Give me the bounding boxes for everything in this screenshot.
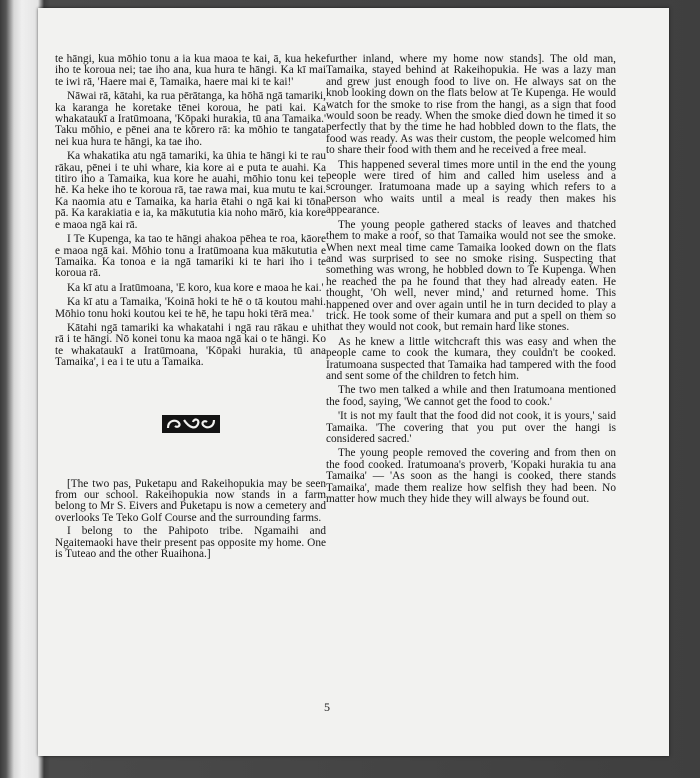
- left-paragraph: Nāwai rā, kātahi, ka rua pērātanga, ka hōhā ngā tamariki, ka karanga he koretake tēnei koroua, he pati kai. Ka whakataukī a Iratūmoana, 'Kōpaki hurakia, tū ana Tamaika.' Taku mōhio, e pēnei ana te kōrero rā: ka mōhio te tangata nei kua hura te hāngi, ka tae iho.: [55, 90, 326, 148]
- left-paragraph: Kātahi ngā tamariki ka whakatahi i ngā rau rākau e uhi rā i te hāngi. Nō konei tonu ka maoa ngā kai o te hāngi. Ko te whakataukī a Iratūmoana, 'Kōpaki hurakia, tū ana Tamaika', i ea i te utu a Tamaika.: [55, 321, 326, 369]
- right-paragraph: The young people gathered stacks of leaves and thatched them to make a roof, so that Tamaika would not see the smoke. When next meal time came Tamaika looked down on the flats and was surprised to see no smoke rising. Suspecting that something was wrong, he hobbled down to Te Kupenga. When he reached the pa he found that they had already eaten. He thought, 'Oh well, never mind,' and returned home. This happened over and over again until he in turn decided to play a trick. He took some of their kumara and put a spell on them so that they would not cook, but remain hard like stones.: [326, 218, 616, 334]
- left-paragraph: te hāngi, kua mōhio tonu a ia kua maoa te kai, ā, kua heke iho te koroua nei; tae iho ana, kua hura te hāngi. Ka kī mai te iwi rā, 'Haere mai ē, Tamaika, haere mai ki te kai!': [55, 53, 326, 88]
- right-paragraph: 'It is not my fault that the food did not cook, it is yours,' said Tamaika. 'The covering that you put over the hangi is considered sacred.': [326, 410, 616, 445]
- right-column: [326, 54, 616, 508]
- right-paragraph: The two men talked a while and then Iratumoana mentioned the food, saying, 'We cannot get the food to cook.': [326, 384, 616, 408]
- document-page: [38, 8, 669, 756]
- editor-note: [55, 479, 326, 561]
- right-paragraph: As he knew a little witchcraft this was easy and when the people came to cook the kumara, they couldn't be cooked. Iratumoana suspected that Tamaika had tampered with the food and sent some of the children to fetch him.: [326, 335, 616, 382]
- note-paragraph: I belong to the Pahipoto tribe. Ngamaihi and Ngaitemaoki have their present pas opposite my home. One is Tuteao and the other Ruaihona.]: [55, 525, 326, 560]
- left-paragraph: Ka kī atu a Tamaika, 'Koinā hoki te hē o tā koutou mahi. Mōhio tonu hoki koutou kei te hē, he tapu hoki tērā mea.': [55, 296, 326, 320]
- right-paragraph: The young people removed the covering and from then on the food cooked. Iratumoana's proverb, 'Kopaki hurakia tu ana Tamaika' — 'As soon as the hangi is cooked, there stands Tamaika', made them realize how selfish they had been. No matter how much they hide they will always be found out.: [326, 447, 616, 506]
- right-paragraph: further inland, where my home now stands]. The old man, Tamaika, stayed behind at Rakeihopukia. He was a lazy man and grew just enough food to live on. He always sat on the knob looking down on the flats below at Te Kupenga. He would watch for the smoke to rise from the hangi, as a sign that food would soon be ready. When the smoke died down he timed it so perfectly that by the time he had hobbled down to the flats, the food was ready. As was their custom, the people welcomed him to share their food with them and he received a free meal.: [326, 53, 616, 157]
- right-paragraph: This happened several times more until in the end the young people were tired of him and called him useless and a scrounger. Iratumoana made up a saying which refers to a person who waits until a meal is ready then makes his appearance.: [326, 158, 616, 217]
- left-column: [55, 54, 326, 562]
- left-paragraph: Ka whakatika atu ngā tamariki, ka ūhia te hāngi ki te rau rākau, pēnei i te uhi whare, kia kore ai e puta te auahi. Ka titiro iho a Tamaika, kua kore he auahi, mōhio tonu kei te hē. Ka heke iho te koroua rā, tae rawa mai, kua mutu te kai. Ka naomia atu e Tamaika, ka haria ētahi o ngā kai ki tōna pā. Ka karakiatia e ia, ka mākututia kia noho mārō, kia kore e maoa ngā kai rā.: [55, 150, 326, 231]
- page-number: 5: [324, 700, 330, 714]
- left-paragraph: I Te Kupenga, ka tao te hāngi ahakoa pēhea te roa, kāore e maoa ngā kai. Mōhio tonu a Iratūmoana kua mākututia e Tamaika. Ka tonoa e ia ngā tamariki ki te hari iho i te koroua rā.: [55, 233, 326, 280]
- koru-ornament-icon: [55, 415, 326, 433]
- note-paragraph: [The two pas, Puketapu and Rakeihopukia may be seen from our school. Rakeihopukia now stands in a farm belong to Mr S. Eivers and Puketapu is now a cemetery and overlooks Te Teko Golf Course and the surrounding farms.: [55, 477, 326, 524]
- left-paragraph: Ka kī atu a Iratūmoana, 'E koro, kua kore e maoa he kai.': [67, 281, 324, 294]
